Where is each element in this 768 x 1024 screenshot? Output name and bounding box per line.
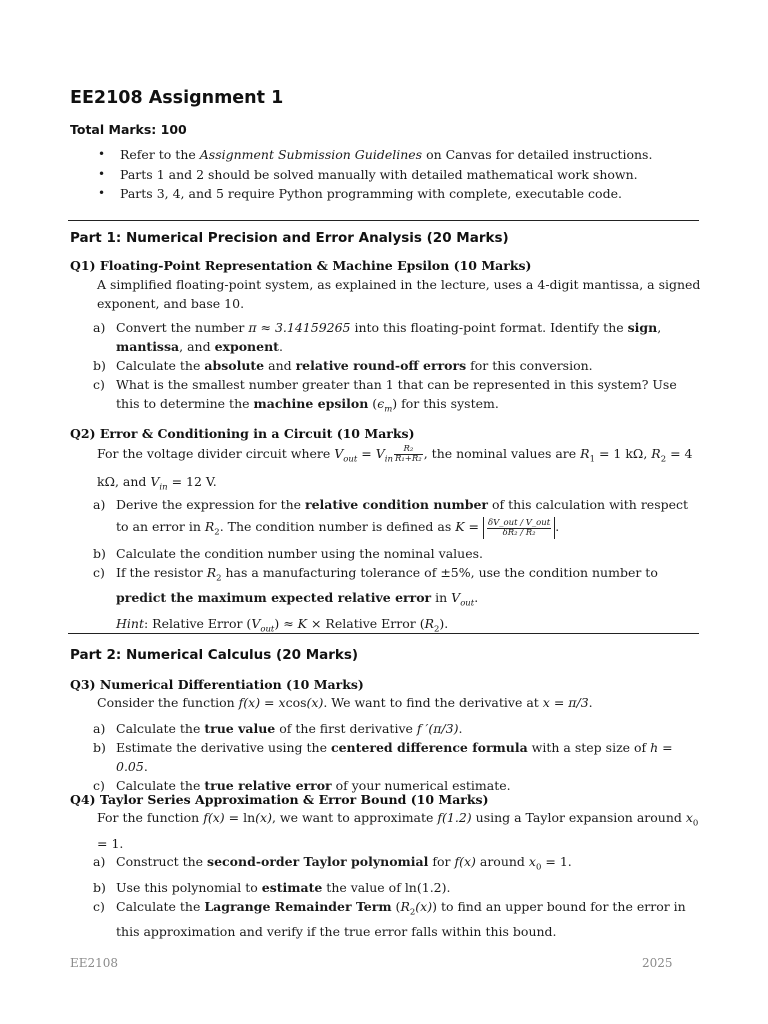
q1-items <box>93 318 703 420</box>
q3-item-a: a) Calculate the true value of the first derivative f ′(π/3). <box>93 721 463 736</box>
q1-intro: A simplified floating-point system, as explained in the lecture, uses a 4-digit mantissa, a signed exponent, and base 10. <box>97 277 701 311</box>
q4-item-a: a) Construct the second-order Taylor polynomial for f(x) around $x_0 = 1$. <box>93 854 572 873</box>
q1-heading: Q1) Floating-Point Representation & Machine Epsilon (10 Marks) <box>70 258 532 273</box>
instruction-item: • Refer to the Assignment Submission Guidelines on Canvas for detailed instructions. <box>96 145 716 165</box>
q4-heading: Q4) Taylor Series Approximation & Error Bound (10 Marks) <box>70 792 489 807</box>
document-title: EE2108 Assignment 1 <box>70 88 284 108</box>
q3-items <box>93 719 703 795</box>
hint-label: Hint <box>116 615 144 631</box>
q1-item-c: c) What is the smallest number greater than 1 that can be represented in this system? Use this to determine the machine epsilon $(\epsilon_m)$ for this system. <box>93 377 677 415</box>
q4-item-b: b) Use this polynomial to estimate the value of ln(1.2). <box>93 879 451 895</box>
q2-items <box>93 494 703 639</box>
q1-item-b: b) Calculate the absolute and relative round-off errors for this conversion. <box>93 358 593 373</box>
q4-intro: For the function f(x) = ln(x), we want to approximate f(1.2) using a Taylor expansion around $x_0 = 1$. <box>97 810 699 851</box>
total-marks: Total Marks: 100 <box>70 122 187 137</box>
q2-heading: Q2) Error & Conditioning in a Circuit (10 Marks) <box>70 426 415 441</box>
condition-number-fraction: $\frac{\text{δV\_out / V\_out}}{\text{δR₂ / R₂}}$ <box>488 517 551 538</box>
q2-item-b: b) Calculate the condition number using the nominal values. <box>93 545 483 561</box>
instructions-list <box>96 145 716 204</box>
q2-intro: For the voltage divider circuit where $V_{out} = V_{in}$ $\frac{\text{R₂}}{\text{R₁+R₂}}$ , the nominal values are $R_1 = 1$ kΩ, $R_2 = 4$ kΩ, and $V_{in} = 12$ V. <box>97 444 693 492</box>
q3-heading: Q3) Numerical Differentiation (10 Marks) <box>70 677 364 692</box>
section-divider <box>68 220 699 221</box>
q1-item-a: a) Convert the number π ≈ 3.14159265 into this floating-point format. Identify the sign, mantissa, and exponent. <box>93 320 662 354</box>
q3-item-c: c) Calculate the true relative error of your numerical estimate. <box>93 778 511 793</box>
part1-heading: Part 1: Numerical Precision and Error Analysis (20 Marks) <box>70 230 509 246</box>
voltage-divider-fraction: $\frac{\text{R₂}}{\text{R₁+R₂}}$ <box>394 444 422 464</box>
instruction-item: • Parts 1 and 2 should be solved manually with detailed mathematical work shown. <box>96 165 716 185</box>
condition-number-abs <box>483 517 555 539</box>
part2-heading: Part 2: Numerical Calculus (20 Marks) <box>70 647 359 663</box>
footer-year: 2025 <box>642 956 673 970</box>
q3-intro: Consider the function f(x) = xcos(x). We want to find the derivative at x = π/3. <box>97 695 593 710</box>
q3-item-b: b) Estimate the derivative using the centered difference formula with a step size of h = 0.05. <box>93 740 673 774</box>
q4-item-c: c) Calculate the Lagrange Remainder Term $(R_2(x))$ to find an upper bound for the error in this approximation and verify if the true error falls within this bound. <box>93 898 686 939</box>
q4-items <box>93 852 703 941</box>
section-divider <box>68 633 699 634</box>
footer-course-code: EE2108 <box>70 956 119 970</box>
q2-item-a: a) Derive the expression for the relative condition number of this calculation with respect to an error in $R_2$. The condition number is defined as K = $\frac{\text{δV\_out / V\_out}}{\text{δR₂ / R₂}}$ . <box>93 497 689 538</box>
instruction-item: • Parts 3, 4, and 5 require Python programming with complete, executable code. <box>96 184 716 204</box>
q2-item-c: c) If the resistor $R_2$ has a manufacturing tolerance of ±5%, use the condition number to predict the maximum expected relative error in $V_{out}$. Hint: Relative Error $(V_{out}) \approx K$ × Relative Error $(R_2)$. <box>93 564 658 634</box>
guidelines-reference: Assignment Submission Guidelines <box>199 147 423 162</box>
